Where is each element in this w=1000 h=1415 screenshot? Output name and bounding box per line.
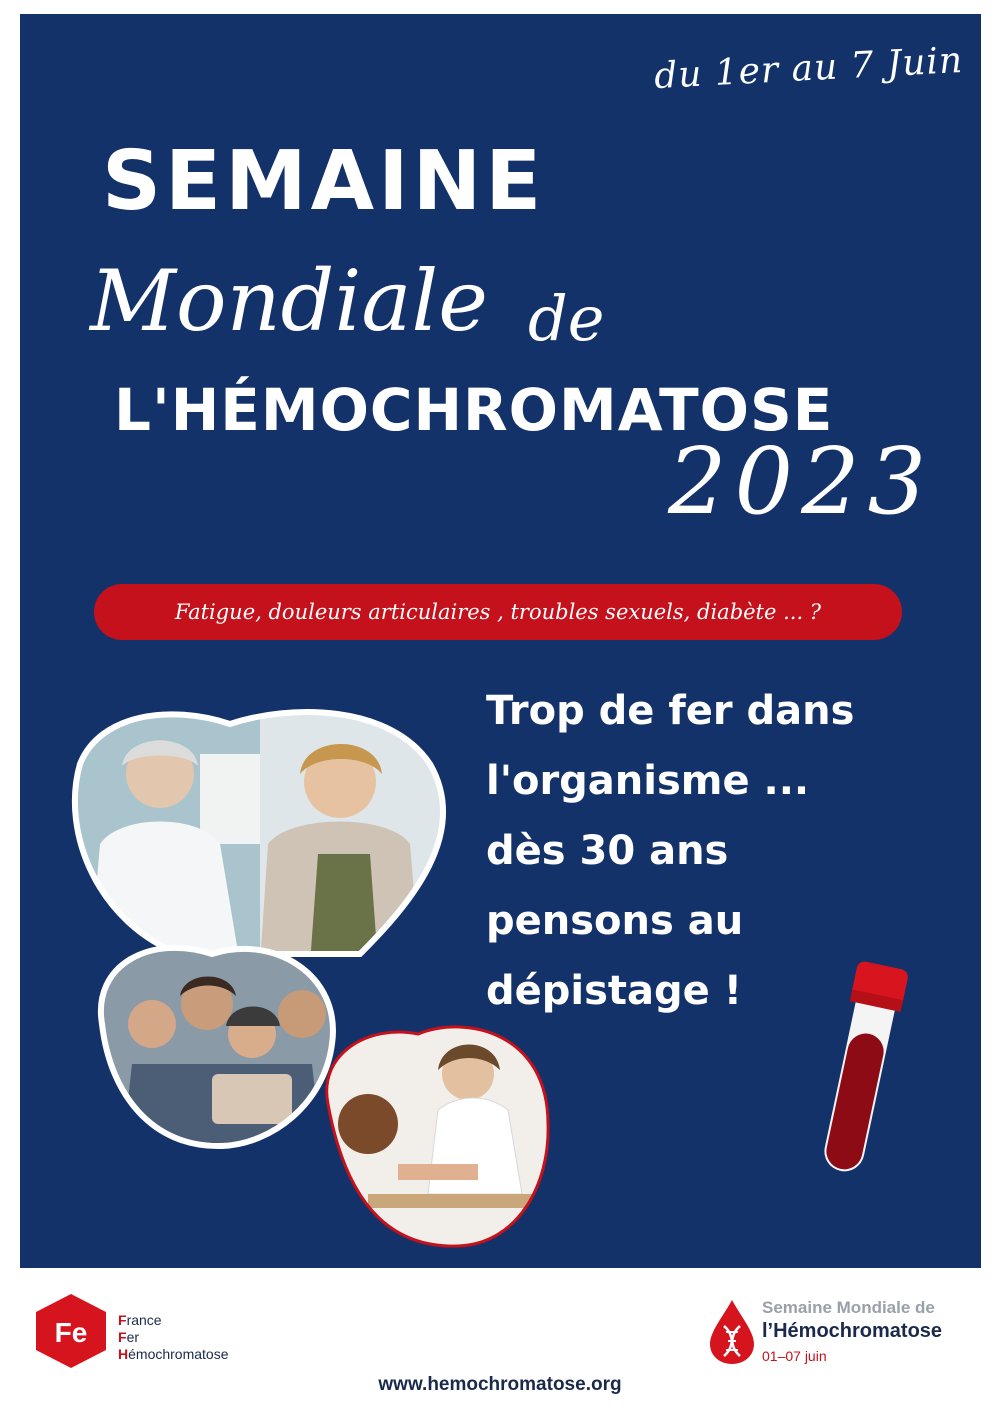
- france-fer-hemochromatose: [118, 1312, 229, 1363]
- headline-line: l'organisme ...: [486, 758, 810, 804]
- title-semaine: SEMAINE: [102, 134, 546, 229]
- photo-doctor-patient: [60, 704, 460, 964]
- headline-line: dès 30 ans: [486, 828, 729, 874]
- title-year: 2023: [668, 428, 935, 535]
- fe-badge-text: Fe: [54, 1317, 88, 1348]
- poster-panel: [20, 14, 981, 1268]
- website-url[interactable]: www.hemochromatose.org: [378, 1374, 622, 1395]
- headline-line: dépistage !: [486, 968, 742, 1014]
- fe-line1: rance: [126, 1312, 162, 1328]
- dna-drop-icon: [706, 1296, 758, 1368]
- headline-line: Trop de fer dans: [486, 688, 855, 734]
- title-hemochromatose: L'HÉMOCHROMATOSE: [114, 376, 834, 444]
- photo-blood-test: [308, 1014, 558, 1254]
- title-de: de: [528, 282, 605, 355]
- blood-tube-icon: [806, 954, 926, 1184]
- right-logo-line1: Semaine Mondiale de: [762, 1298, 935, 1317]
- fe-initial: F: [118, 1329, 127, 1345]
- fe-initial: F: [118, 1312, 127, 1328]
- fe-line3: émochromatose: [128, 1346, 229, 1362]
- fe-line2: er: [126, 1329, 140, 1345]
- event-dates: du 1er au 7 Juin: [652, 39, 964, 98]
- title-mondiale: Mondiale: [90, 252, 488, 350]
- fe-initial: H: [118, 1346, 129, 1362]
- photo-young-group: [92, 934, 342, 1154]
- right-logo-line2: l’Hémochromatose: [762, 1320, 943, 1342]
- right-logo-line3: 01–07 juin: [762, 1348, 827, 1364]
- headline-line: pensons au: [486, 898, 744, 944]
- symptoms-text: Fatigue, douleurs articulaires , troubles sexuels, diabète ... ?: [174, 600, 822, 624]
- symptoms-banner: [94, 584, 902, 640]
- hexagon-fe-icon: [30, 1290, 112, 1372]
